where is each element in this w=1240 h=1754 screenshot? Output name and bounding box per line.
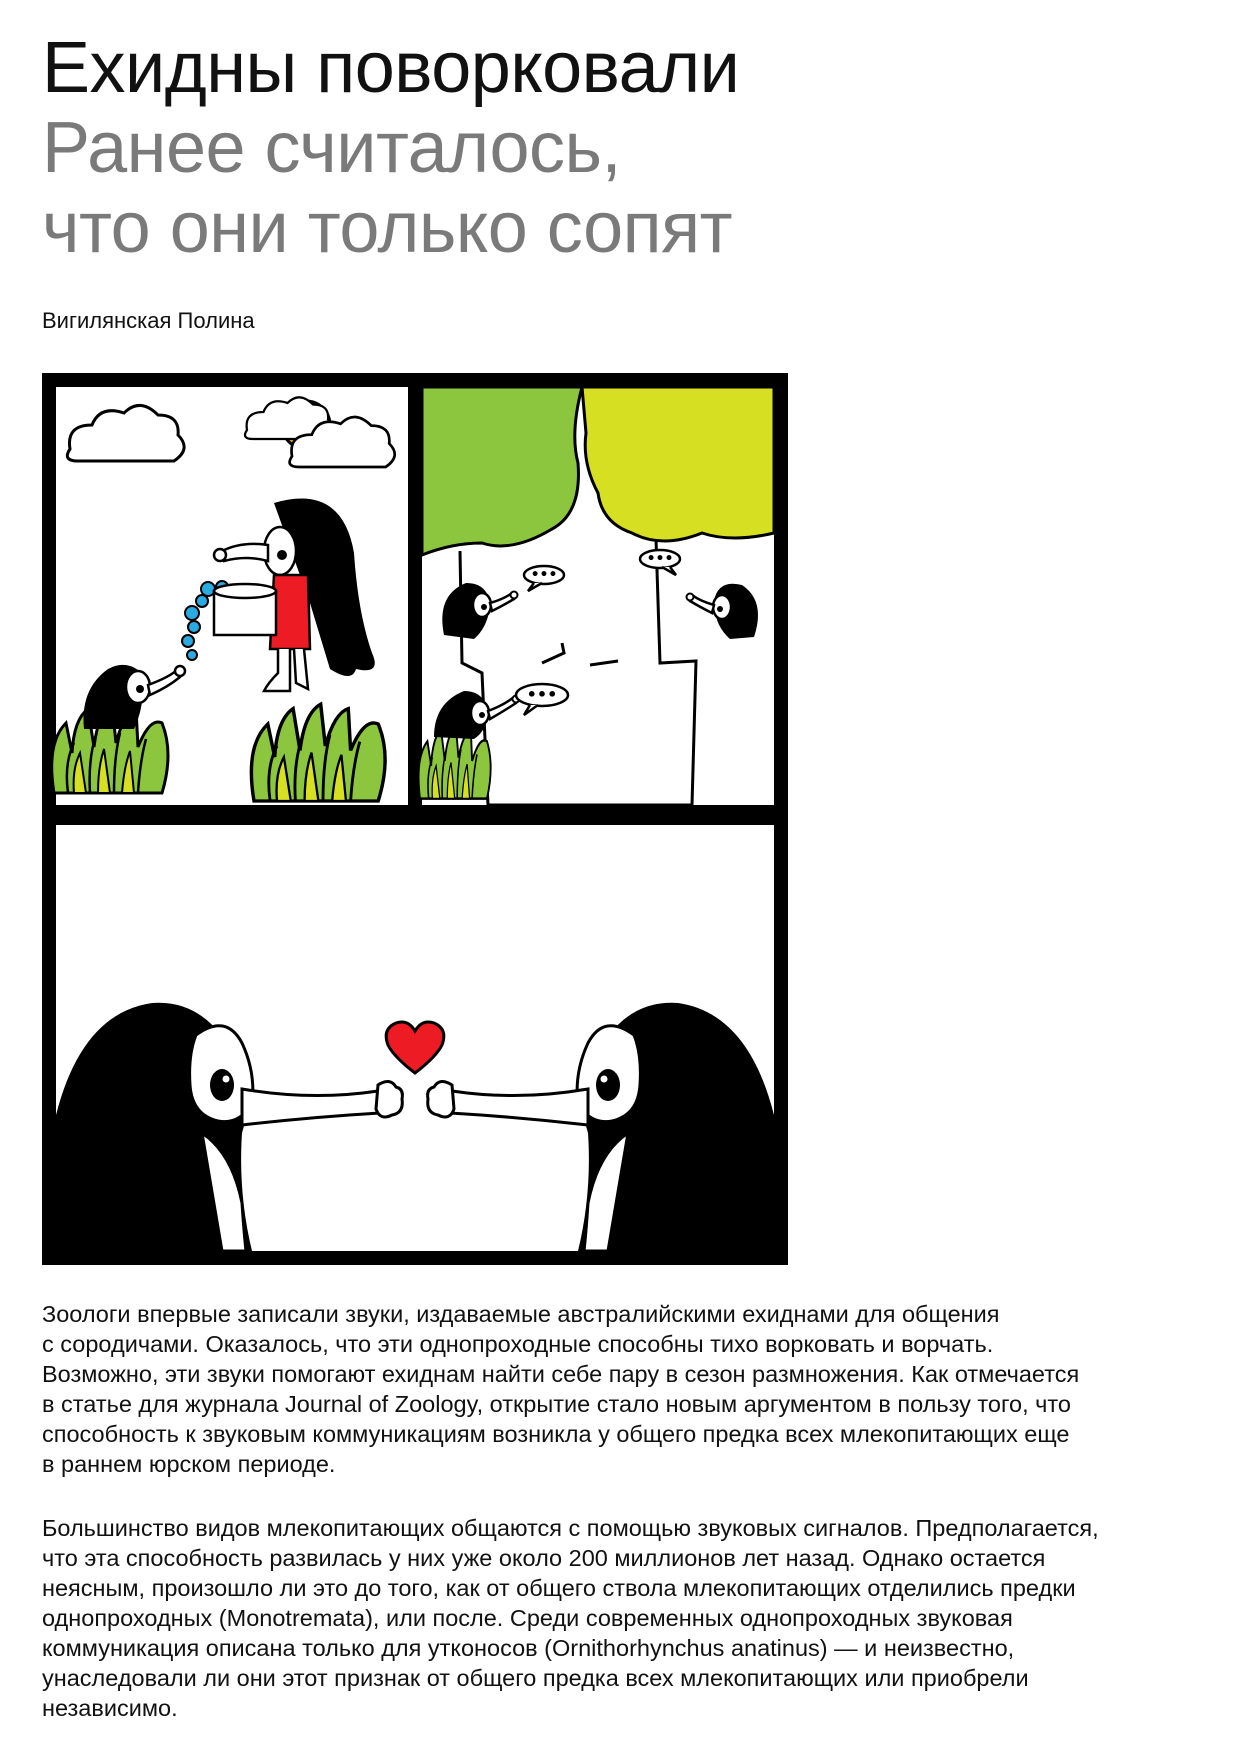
paragraph-line: способность к звуковым коммуникациям возникла у общего предка всех млекопитающих еще: [42, 1421, 1070, 1447]
article-title: Ехидны поворковали: [42, 28, 740, 108]
comic-illustration: [42, 373, 788, 1265]
comic-panel-3: [56, 825, 774, 1251]
article-subtitle: [42, 108, 732, 268]
subtitle-line: Ранее считалось,: [42, 108, 622, 188]
svg-text:•••: •••: [646, 551, 674, 567]
paragraph-line: с сородичами. Оказалось, что эти однопроходные способны тихо ворковать и ворчать.: [42, 1331, 994, 1357]
paragraph-line: в раннем юрском периоде.: [42, 1451, 336, 1477]
paragraph-line: неясным, произошло ли это до того, как от общего ствола млекопитающих отделились предки: [42, 1575, 1076, 1601]
subtitle-line: что они только сопят: [42, 188, 733, 268]
paragraph-line: Возможно, эти звуки помогают ехиднам найти себе пару в сезон размножения. Как отмечается: [42, 1361, 1080, 1387]
paragraph-line: Большинство видов млекопитающих общаются с помощью звуковых сигналов. Предполагается,: [42, 1515, 1099, 1541]
svg-text:•••: •••: [526, 685, 558, 704]
paragraph-line: однопроходных (Monotremata), или после. Среди современных однопроходных звуковая: [42, 1605, 1013, 1631]
paragraph-line: независимо.: [42, 1695, 178, 1721]
paragraph-line: коммуникация описана только для утконосов (Ornithorhynchus anatinus) — и неизвестно,: [42, 1635, 1015, 1661]
comic-panel-2: [419, 387, 774, 805]
paragraph-line: что эта способность развилась у них уже около 200 миллионов лет назад. Однако остается: [42, 1545, 1046, 1571]
article-paragraph: [42, 1299, 1079, 1479]
paragraph-line: в статье для журнала Journal of Zoology, открытие стало новым аргументом в пользу того, что: [42, 1391, 1071, 1417]
comic-panel-1: [52, 387, 408, 805]
article-paragraph: [42, 1513, 1099, 1723]
author-name: Вигилянская Полина: [42, 308, 255, 333]
paragraph-line: унаследовали ли они этот признак от общего предка всех млекопитающих или приобрели: [42, 1665, 1029, 1691]
paragraph-line: Зоологи впервые записали звуки, издаваемые австралийскими ехиднами для общения: [42, 1301, 1000, 1327]
svg-text:•••: •••: [530, 567, 558, 583]
